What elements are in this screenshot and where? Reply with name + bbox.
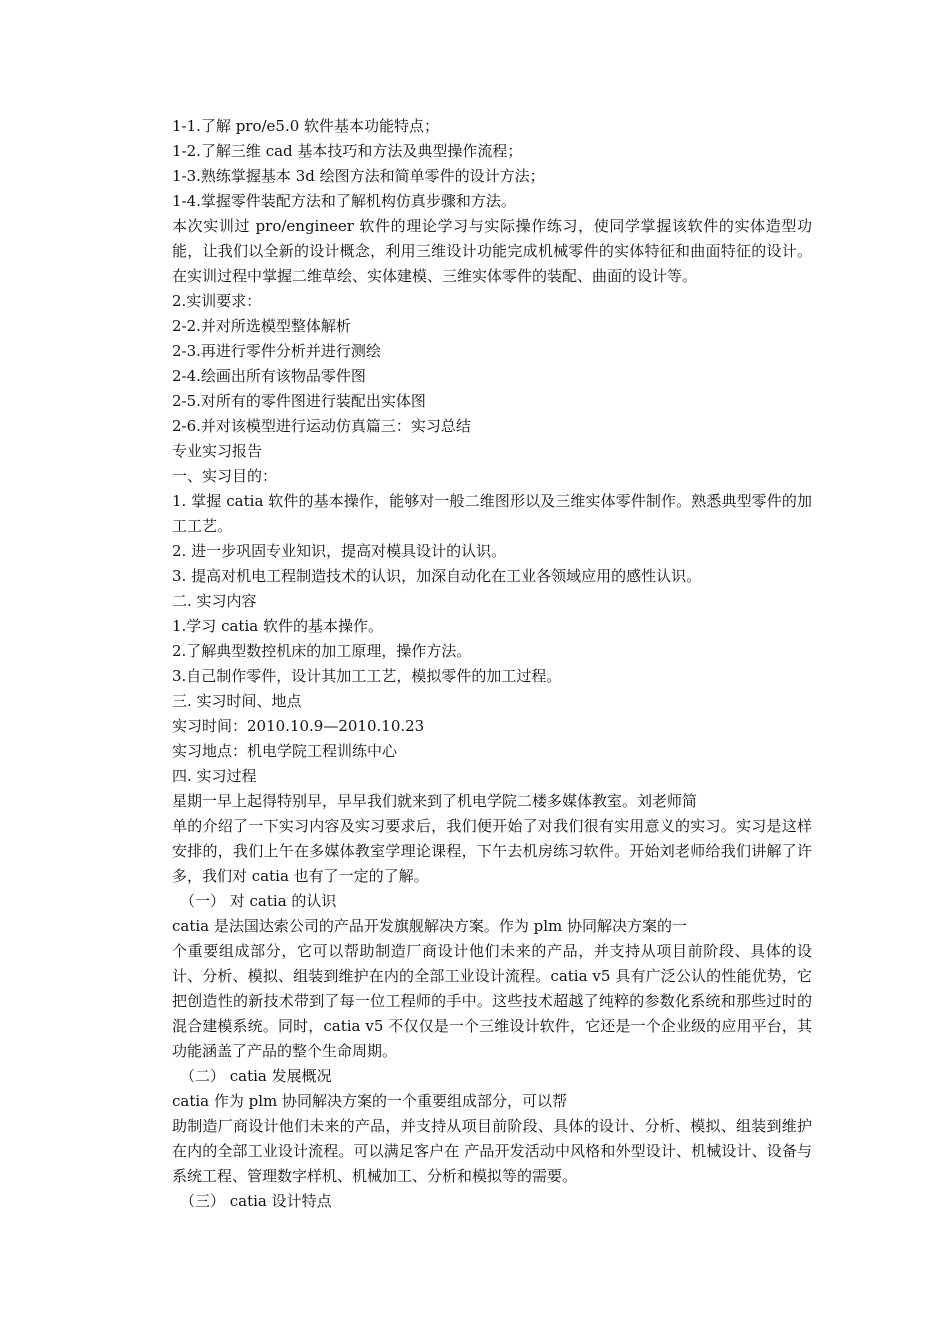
text-line: 2-6.并对该模型进行运动仿真篇三：实习总结 [172,417,471,435]
text-line: 星期一早上起得特别早，早早我们就来到了机电学院二楼多媒体教室。刘老师简 [172,792,698,810]
text-line: 1.学习 catia 软件的基本操作。 [172,617,383,635]
text-line: 2-2.并对所选模型整体解析 [172,317,351,335]
text-line: 2-3.再进行零件分析并进行测绘 [172,342,381,360]
text-line: 1-3.熟练掌握基本 3d 绘图方法和简单零件的设计方法； [172,167,545,185]
section-heading: 二. 实习内容 [172,592,257,610]
text-line: 1-4.掌握零件装配方法和了解机构仿真步骤和方法。 [172,192,516,210]
text-line: 2.了解典型数控机床的加工原理，操作方法。 [172,642,472,660]
report-title: 专业实习报告 [172,442,263,460]
paragraph: 助制造厂商设计他们未来的产品，并支持从项目前阶段、具体的设计、分析、模拟、组装到维护在内的全部工业设计流程。可以满足客户在 产品开发活动中风格和外型设计、机械设计、设备与系统工程、管理数字样机、机械加工、分析和模拟等的需要。 [172,1117,812,1185]
text-line: 3. 提高对机电工程制造技术的认识，加深自动化在工业各领域应用的感性认识。 [172,567,702,585]
text-line: 2-4.绘画出所有该物品零件图 [172,367,366,385]
text-line: 实习地点：机电学院工程训练中心 [172,742,398,760]
paragraph: 个重要组成部分，它可以帮助制造厂商设计他们未来的产品，并支持从项目前阶段、具体的设计、分析、模拟、组装到维护在内的全部工业设计流程。catia v5 具有广泛公认的性能优势，它把创造性的新技术带到了每一位工程师的手中。这些技术超越了纯粹的参数化系统和那些过时的混合建模系统。同时，catia v5 不仅仅是一个三维设计软件，它还是一个企业级的应用平台，其功能涵盖了产品的整个生命周期。 [172,942,812,1060]
section-heading: 三. 实习时间、地点 [172,692,302,710]
document-body [140,114,812,1214]
text-line: catia 是法国达索公司的产品开发旗舰解决方案。作为 plm 协同解决方案的一 [172,917,688,935]
text-line: 1-2.了解三维 cad 基本技巧和方法及典型操作流程； [172,142,523,160]
text-line: 2-5.对所有的零件图进行装配出实体图 [172,392,426,410]
subsection-heading: （二） catia 发展概况 [180,1067,332,1085]
text-line: 2. 进一步巩固专业知识，提高对模具设计的认识。 [172,542,507,560]
paragraph: 1. 掌握 catia 软件的基本操作，能够对一般二维图形以及三维实体零件制作。熟悉典型零件的加工工艺。 [172,492,812,535]
text-line: catia 作为 plm 协同解决方案的一个重要组成部分，可以帮 [172,1092,568,1110]
text-line: 1-1.了解 pro/e5.0 软件基本功能特点； [172,117,440,135]
subsection-heading: （一） 对 catia 的认识 [180,892,337,910]
subsection-heading: （三） catia 设计特点 [180,1192,332,1210]
text-line: 实习时间：2010.10.9—2010.10.23 [172,717,425,735]
section-heading: 2.实训要求： [172,292,262,310]
text-line: 3.自己制作零件，设计其加工工艺，模拟零件的加工过程。 [172,667,562,685]
section-heading: 一、实习目的： [172,467,278,485]
paragraph: 单的介绍了一下实习内容及实习要求后，我们便开始了对我们很有实用意义的实习。实习是这样安排的，我们上午在多媒体教室学理论课程，下午去机房练习软件。开始刘老师给我们讲解了许多，我们对 catia 也有了一定的了解。 [172,817,812,885]
section-heading: 四. 实习过程 [172,767,257,785]
paragraph: 本次实训过 pro/engineer 软件的理论学习与实际操作练习，使同学掌握该软件的实体造型功能，让我们以全新的设计概念，利用三维设计功能完成机械零件的实体特征和曲面特征的设计。在实训过程中掌握二维草绘、实体建模、三维实体零件的装配、曲面的设计等。 [172,217,812,285]
